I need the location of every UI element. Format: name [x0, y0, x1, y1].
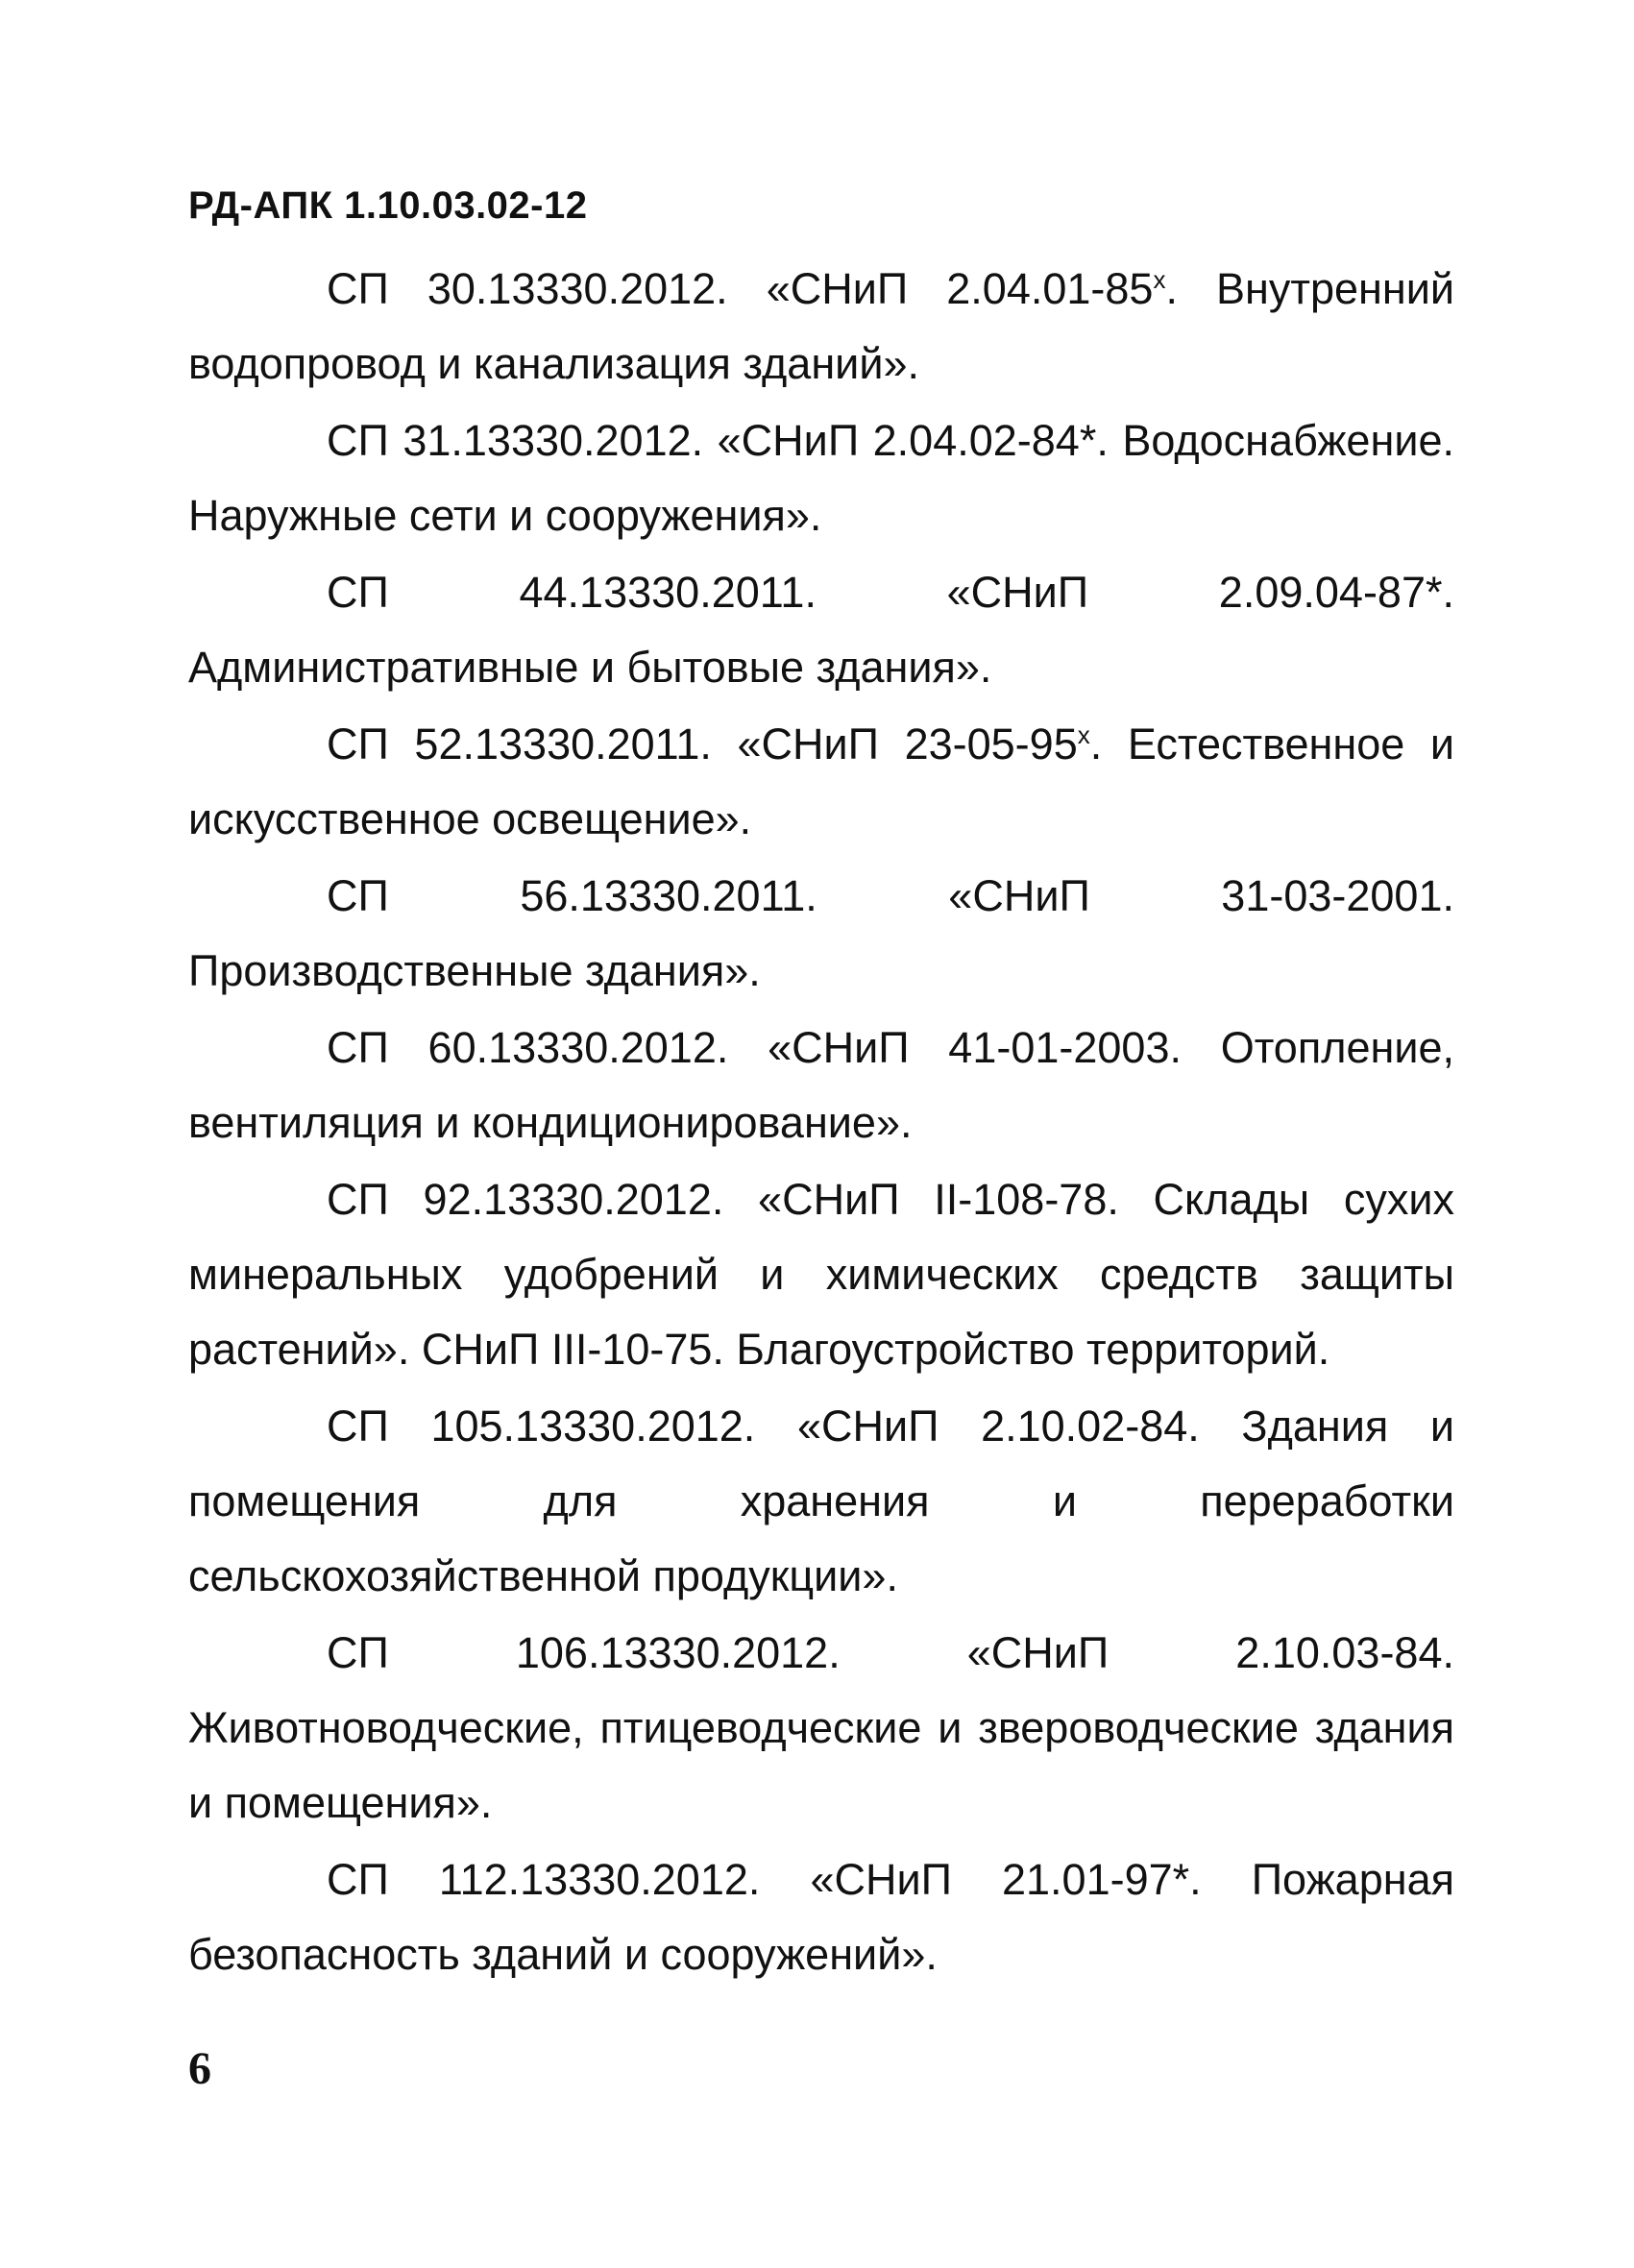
reference-text: «СНиП 2.09.04-87*. Административные и бытовые здания». — [188, 568, 1454, 692]
reference-code: СП 44.13330.2011. — [327, 568, 817, 617]
reference-superscript: х — [1153, 265, 1166, 294]
reference-code: СП 56.13330.2011. — [327, 871, 817, 920]
reference-text: «СНиП 2.10.02-84. Здания и помещения для хранения и переработки сельскохозяйственной продукции». — [188, 1402, 1454, 1600]
reference-list — [188, 252, 1454, 1994]
reference-item — [188, 1162, 1454, 1387]
reference-item — [188, 1842, 1454, 1992]
reference-code: СП 105.13330.2012. — [327, 1402, 756, 1451]
reference-text: «СНиП 41-01-2003. Отопление, вентиляция и кондиционирование». — [188, 1023, 1454, 1147]
reference-item — [188, 1616, 1454, 1841]
page-number: 6 — [188, 2043, 211, 2094]
reference-text: «СНиП 2.04.02-84*. Водоснабжение. Наружные сети и сооружения». — [188, 416, 1454, 540]
reference-item — [188, 1389, 1454, 1614]
reference-code: СП 30.13330.2012. — [327, 264, 728, 313]
reference-text: «СНиП 2.04.01-85 — [766, 264, 1154, 313]
reference-item — [188, 859, 1454, 1009]
reference-item — [188, 403, 1454, 553]
reference-code: СП 92.13330.2012. — [327, 1175, 724, 1224]
reference-code: СП 60.13330.2012. — [327, 1023, 729, 1072]
reference-code: СП 106.13330.2012. — [327, 1628, 841, 1677]
reference-code: СП 31.13330.2012. — [327, 416, 704, 465]
reference-code: СП 112.13330.2012. — [327, 1855, 761, 1904]
reference-item — [188, 707, 1454, 857]
reference-text: «СНиП 23-05-95 — [737, 719, 1078, 768]
reference-text: «СНиП 2.10.03-84. Животноводческие, птицеводческие и звероводческие здания и помещения». — [188, 1628, 1454, 1827]
reference-text-tail: . Естественное и искусственное освещение». — [188, 719, 1454, 843]
reference-text-tail: . Внутренний водопровод и канализация зданий». — [188, 264, 1454, 388]
reference-item — [188, 252, 1454, 402]
reference-item — [188, 555, 1454, 705]
reference-code: СП 52.13330.2011. — [327, 719, 712, 768]
reference-text: «СНиП 31-03-2001. Производственные здания». — [188, 871, 1454, 995]
reference-text: «СНиП 21.01-97*. Пожарная безопасность зданий и сооружений». — [188, 1855, 1454, 1979]
reference-superscript: х — [1077, 720, 1090, 749]
document-code-header: РД-АПК 1.10.03.02-12 — [188, 184, 588, 227]
reference-item — [188, 1011, 1454, 1160]
reference-text: «СНиП II-108-78. Склады сухих минеральных удобрений и химических средств защиты растений». СНиП III-10-75. Благоустройство территорий. — [188, 1175, 1454, 1374]
